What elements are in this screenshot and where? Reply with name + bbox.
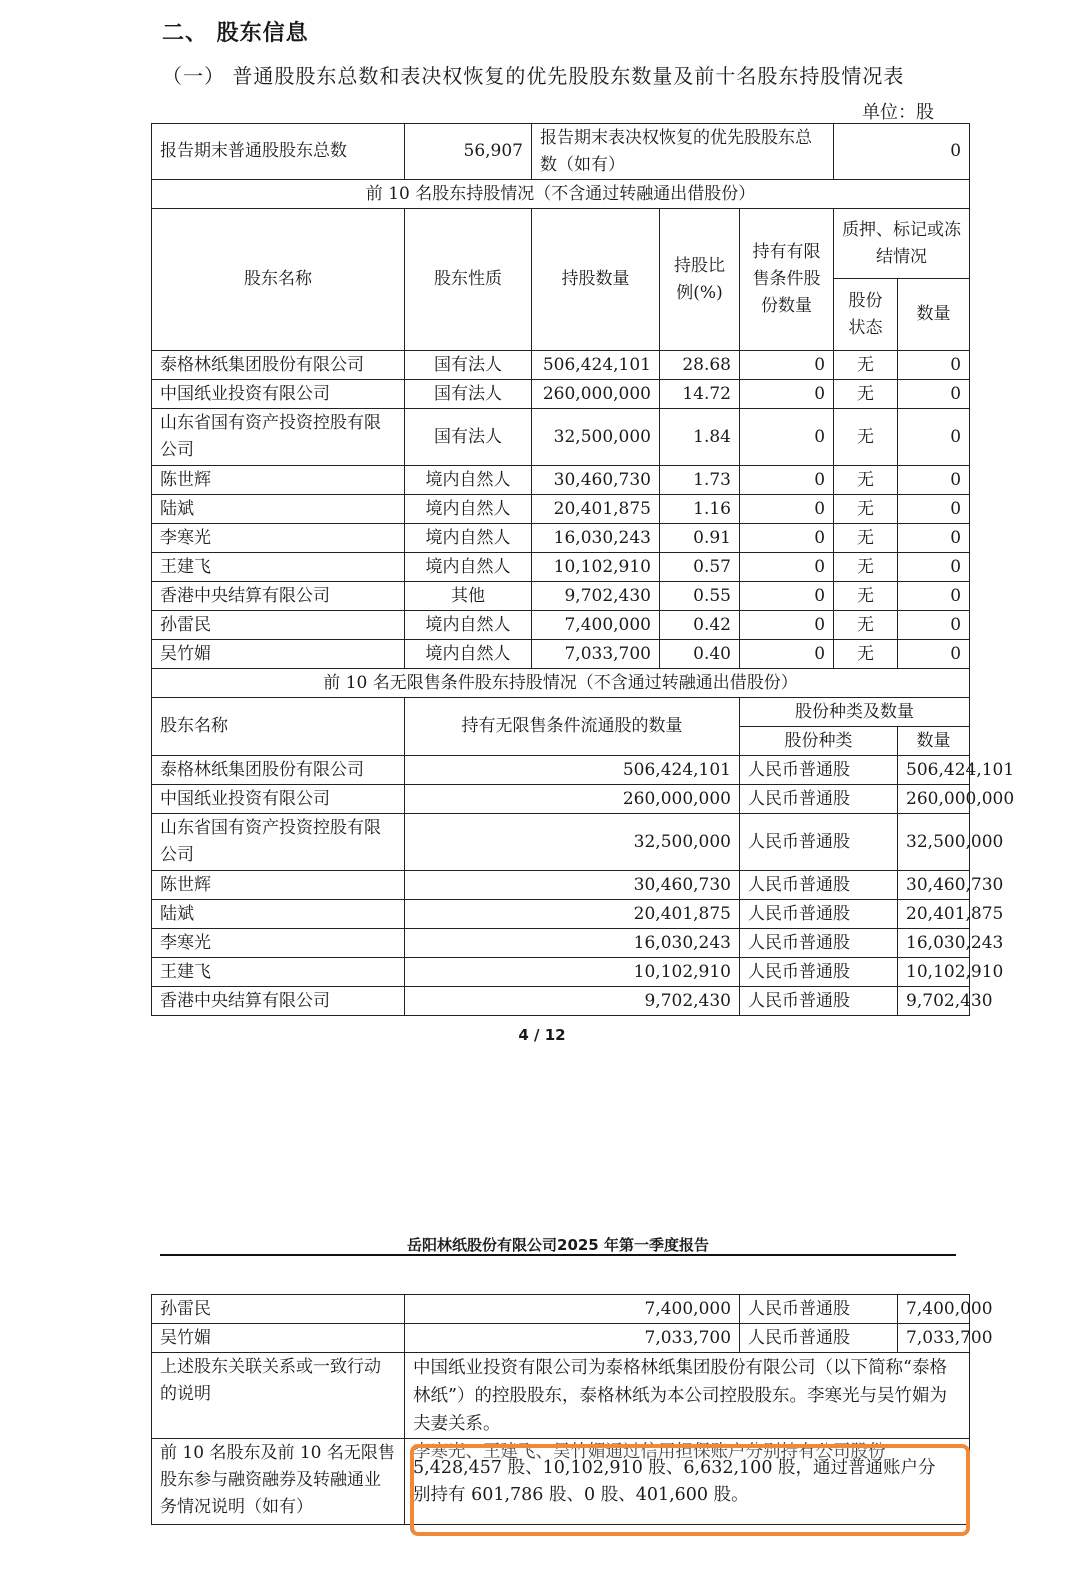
- holder-name: 王建飞: [152, 958, 405, 987]
- unrestricted-qty: 20,401,875: [405, 900, 740, 929]
- table-row: [152, 524, 970, 553]
- holder-restricted: 0: [740, 495, 834, 524]
- holder-status: 无: [834, 611, 898, 640]
- unrestricted-qty: 10,102,910: [405, 958, 740, 987]
- holder-name: 陈世辉: [152, 466, 405, 495]
- header-shares: 持股数量: [532, 209, 660, 351]
- holder-nature: 境内自然人: [405, 466, 532, 495]
- holder-nature: 境内自然人: [405, 495, 532, 524]
- share-kind: 人民币普通股: [740, 1324, 898, 1353]
- preferred-total-value: 0: [834, 124, 970, 180]
- share-amount: 506,424,101: [898, 756, 970, 785]
- header-nature: 股东性质: [405, 209, 532, 351]
- header-restricted: 持有有限售条件股份数量: [740, 209, 834, 351]
- holder-ratio: 0.42: [660, 611, 740, 640]
- table-row: [152, 495, 970, 524]
- table-row: [152, 871, 970, 900]
- report-header: 岳阳林纸股份有限公司2025 年第一季度报告: [407, 1236, 709, 1254]
- holder-name: 中国纸业投资有限公司: [152, 380, 405, 409]
- common-total-value: 56,907: [405, 124, 532, 180]
- holder-shares: 7,033,700: [532, 640, 660, 669]
- share-amount: 16,030,243: [898, 929, 970, 958]
- holder-pledge-qty: 0: [898, 466, 970, 495]
- holder-restricted: 0: [740, 582, 834, 611]
- page-number: 4 / 12: [518, 1026, 566, 1044]
- holder-shares: 10,102,910: [532, 553, 660, 582]
- share-amount: 7,033,700: [898, 1324, 970, 1353]
- share-amount: 20,401,875: [898, 900, 970, 929]
- holder-pledge-qty: 0: [898, 582, 970, 611]
- holder-nature: 境内自然人: [405, 611, 532, 640]
- table-row: [152, 640, 970, 669]
- unrestricted-qty: 16,030,243: [405, 929, 740, 958]
- holder-name: 中国纸业投资有限公司: [152, 785, 405, 814]
- holder-status: 无: [834, 582, 898, 611]
- share-kind: 人民币普通股: [740, 929, 898, 958]
- holder-ratio: 14.72: [660, 380, 740, 409]
- table-row: [152, 756, 970, 785]
- table-row: [152, 1324, 970, 1353]
- holder-shares: 7,400,000: [532, 611, 660, 640]
- margin-text-line1: 李寒光、王建飞、吴竹媚通过信用担保账户分别持有公司股份: [413, 1442, 886, 1462]
- holder-restricted: 0: [740, 524, 834, 553]
- holder-nature: 境内自然人: [405, 640, 532, 669]
- unrestricted-qty: 260,000,000: [405, 785, 740, 814]
- holder-ratio: 0.40: [660, 640, 740, 669]
- holder-nature: 境内自然人: [405, 553, 532, 582]
- share-amount: 9,702,430: [898, 987, 970, 1016]
- holder-shares: 20,401,875: [532, 495, 660, 524]
- holder-name: 泰格林纸集团股份有限公司: [152, 756, 405, 785]
- share-kind: 人民币普通股: [740, 785, 898, 814]
- table-row: [152, 900, 970, 929]
- holder-name: 孙雷民: [152, 1295, 405, 1324]
- holder-name: 李寒光: [152, 929, 405, 958]
- holder-name: 香港中央结算有限公司: [152, 582, 405, 611]
- table-row: [152, 929, 970, 958]
- share-kind: 人民币普通股: [740, 900, 898, 929]
- header-ratio: 持股比例(%): [660, 209, 740, 351]
- holder-pledge-qty: 0: [898, 553, 970, 582]
- holder-name: 王建飞: [152, 553, 405, 582]
- holder-nature: 其他: [405, 582, 532, 611]
- holder-pledge-qty: 0: [898, 611, 970, 640]
- holder-name: 陆斌: [152, 495, 405, 524]
- table-row: [152, 553, 970, 582]
- holder-name: 山东省国有资产投资控股有限公司: [152, 409, 405, 466]
- unit-label: 单位：股: [862, 102, 934, 123]
- holder-pledge-qty: 0: [898, 351, 970, 380]
- table-row: [152, 466, 970, 495]
- table-row: [152, 611, 970, 640]
- unrestricted-qty: 30,460,730: [405, 871, 740, 900]
- holder-name: 陈世辉: [152, 871, 405, 900]
- holder-ratio: 28.68: [660, 351, 740, 380]
- share-amount: 260,000,000: [898, 785, 970, 814]
- holder-shares: 9,702,430: [532, 582, 660, 611]
- share-amount: 7,400,000: [898, 1295, 970, 1324]
- margin-text-line3: 别持有 601,786 股、0 股、401,600 股。: [413, 1485, 749, 1505]
- header-name: 股东名称: [152, 209, 405, 351]
- holder-restricted: 0: [740, 640, 834, 669]
- holder-status: 无: [834, 524, 898, 553]
- u-header-kind-group: 股份种类及数量: [740, 698, 970, 727]
- table-row: [152, 814, 970, 871]
- holder-nature: 国有法人: [405, 351, 532, 380]
- holder-ratio: 0.55: [660, 582, 740, 611]
- unrestricted-qty: 32,500,000: [405, 814, 740, 871]
- holder-nature: 境内自然人: [405, 524, 532, 553]
- holder-status: 无: [834, 351, 898, 380]
- share-kind: 人民币普通股: [740, 871, 898, 900]
- holder-ratio: 0.91: [660, 524, 740, 553]
- holder-name: 香港中央结算有限公司: [152, 987, 405, 1016]
- common-total-label: 报告期末普通股股东总数: [152, 124, 405, 180]
- unrestricted-caption: 前 10 名无限售条件股东持股情况（不含通过转融通出借股份）: [152, 669, 970, 698]
- header-pledge: 质押、标记或冻结情况: [834, 209, 970, 279]
- holder-nature: 国有法人: [405, 409, 532, 466]
- holder-nature: 国有法人: [405, 380, 532, 409]
- u-header-amount: 数量: [898, 727, 970, 756]
- u-header-qty: 持有无限售条件流通股的数量: [405, 698, 740, 756]
- margin-label: 前 10 名股东及前 10 名无限售股东参与融资融券及转融通业务情况说明（如有）: [152, 1439, 405, 1525]
- table-row: [152, 785, 970, 814]
- table-row: [152, 582, 970, 611]
- header-qty: 数量: [898, 279, 970, 351]
- holder-name: 山东省国有资产投资控股有限公司: [152, 814, 405, 871]
- holder-restricted: 0: [740, 380, 834, 409]
- share-amount: 10,102,910: [898, 958, 970, 987]
- highlight-box: [410, 1444, 970, 1536]
- holder-status: 无: [834, 409, 898, 466]
- share-kind: 人民币普通股: [740, 1295, 898, 1324]
- holder-restricted: 0: [740, 409, 834, 466]
- u-header-name: 股东名称: [152, 698, 405, 756]
- holder-ratio: 1.73: [660, 466, 740, 495]
- table-row: [152, 409, 970, 466]
- u-header-kind: 股份种类: [740, 727, 898, 756]
- holder-status: 无: [834, 380, 898, 409]
- holder-ratio: 1.16: [660, 495, 740, 524]
- holder-name: 李寒光: [152, 524, 405, 553]
- unrestricted-qty: 506,424,101: [405, 756, 740, 785]
- table-row: [152, 1295, 970, 1324]
- section-title: 二、 股东信息: [162, 21, 309, 46]
- holder-name: 泰格林纸集团股份有限公司: [152, 351, 405, 380]
- share-kind: 人民币普通股: [740, 958, 898, 987]
- holder-restricted: 0: [740, 351, 834, 380]
- holder-status: 无: [834, 640, 898, 669]
- holder-shares: 506,424,101: [532, 351, 660, 380]
- holder-name: 孙雷民: [152, 611, 405, 640]
- margin-text-line2: 5,428,457 股、10,102,910 股、6,632,100 股，通过普通账户分: [413, 1458, 936, 1478]
- relation-text: 中国纸业投资有限公司为泰格林纸集团股份有限公司（以下简称“泰格林纸”）的控股股东，泰格林纸为本公司控股股东。李寒光与吴竹媚为夫妻关系。: [405, 1353, 970, 1439]
- holder-status: 无: [834, 495, 898, 524]
- holder-shares: 32,500,000: [532, 409, 660, 466]
- holder-name: 吴竹媚: [152, 640, 405, 669]
- holder-ratio: 0.57: [660, 553, 740, 582]
- holder-shares: 260,000,000: [532, 380, 660, 409]
- share-amount: 30,460,730: [898, 871, 970, 900]
- top10-caption: 前 10 名股东持股情况（不含通过转融通出借股份）: [152, 180, 970, 209]
- share-kind: 人民币普通股: [740, 756, 898, 785]
- shareholder-table: [151, 123, 1015, 1016]
- header-status: 股份状态: [834, 279, 898, 351]
- holder-status: 无: [834, 553, 898, 582]
- table-row: [152, 987, 970, 1016]
- unrestricted-qty: 9,702,430: [405, 987, 740, 1016]
- relation-label: 上述股东关联关系或一致行动的说明: [152, 1353, 405, 1439]
- holder-name: 吴竹媚: [152, 1324, 405, 1353]
- share-kind: 人民币普通股: [740, 814, 898, 871]
- unrestricted-qty: 7,400,000: [405, 1295, 740, 1324]
- preferred-total-label: 报告期末表决权恢复的优先股股东总数（如有）: [532, 124, 834, 180]
- holder-restricted: 0: [740, 466, 834, 495]
- header-rule: [160, 1254, 956, 1256]
- holder-shares: 30,460,730: [532, 466, 660, 495]
- holder-pledge-qty: 0: [898, 380, 970, 409]
- holder-pledge-qty: 0: [898, 524, 970, 553]
- holder-restricted: 0: [740, 553, 834, 582]
- holder-pledge-qty: 0: [898, 409, 970, 466]
- holder-status: 无: [834, 466, 898, 495]
- unrestricted-qty: 7,033,700: [405, 1324, 740, 1353]
- holder-shares: 16,030,243: [532, 524, 660, 553]
- share-amount: 32,500,000: [898, 814, 970, 871]
- share-kind: 人民币普通股: [740, 987, 898, 1016]
- table-row: [152, 958, 970, 987]
- holder-ratio: 1.84: [660, 409, 740, 466]
- table-row: [152, 351, 970, 380]
- holder-name: 陆斌: [152, 900, 405, 929]
- holder-pledge-qty: 0: [898, 495, 970, 524]
- subsection-title: （一） 普通股股东总数和表决权恢复的优先股股东数量及前十名股东持股情况表: [162, 64, 905, 88]
- holder-restricted: 0: [740, 611, 834, 640]
- holder-pledge-qty: 0: [898, 640, 970, 669]
- table-row: [152, 380, 970, 409]
